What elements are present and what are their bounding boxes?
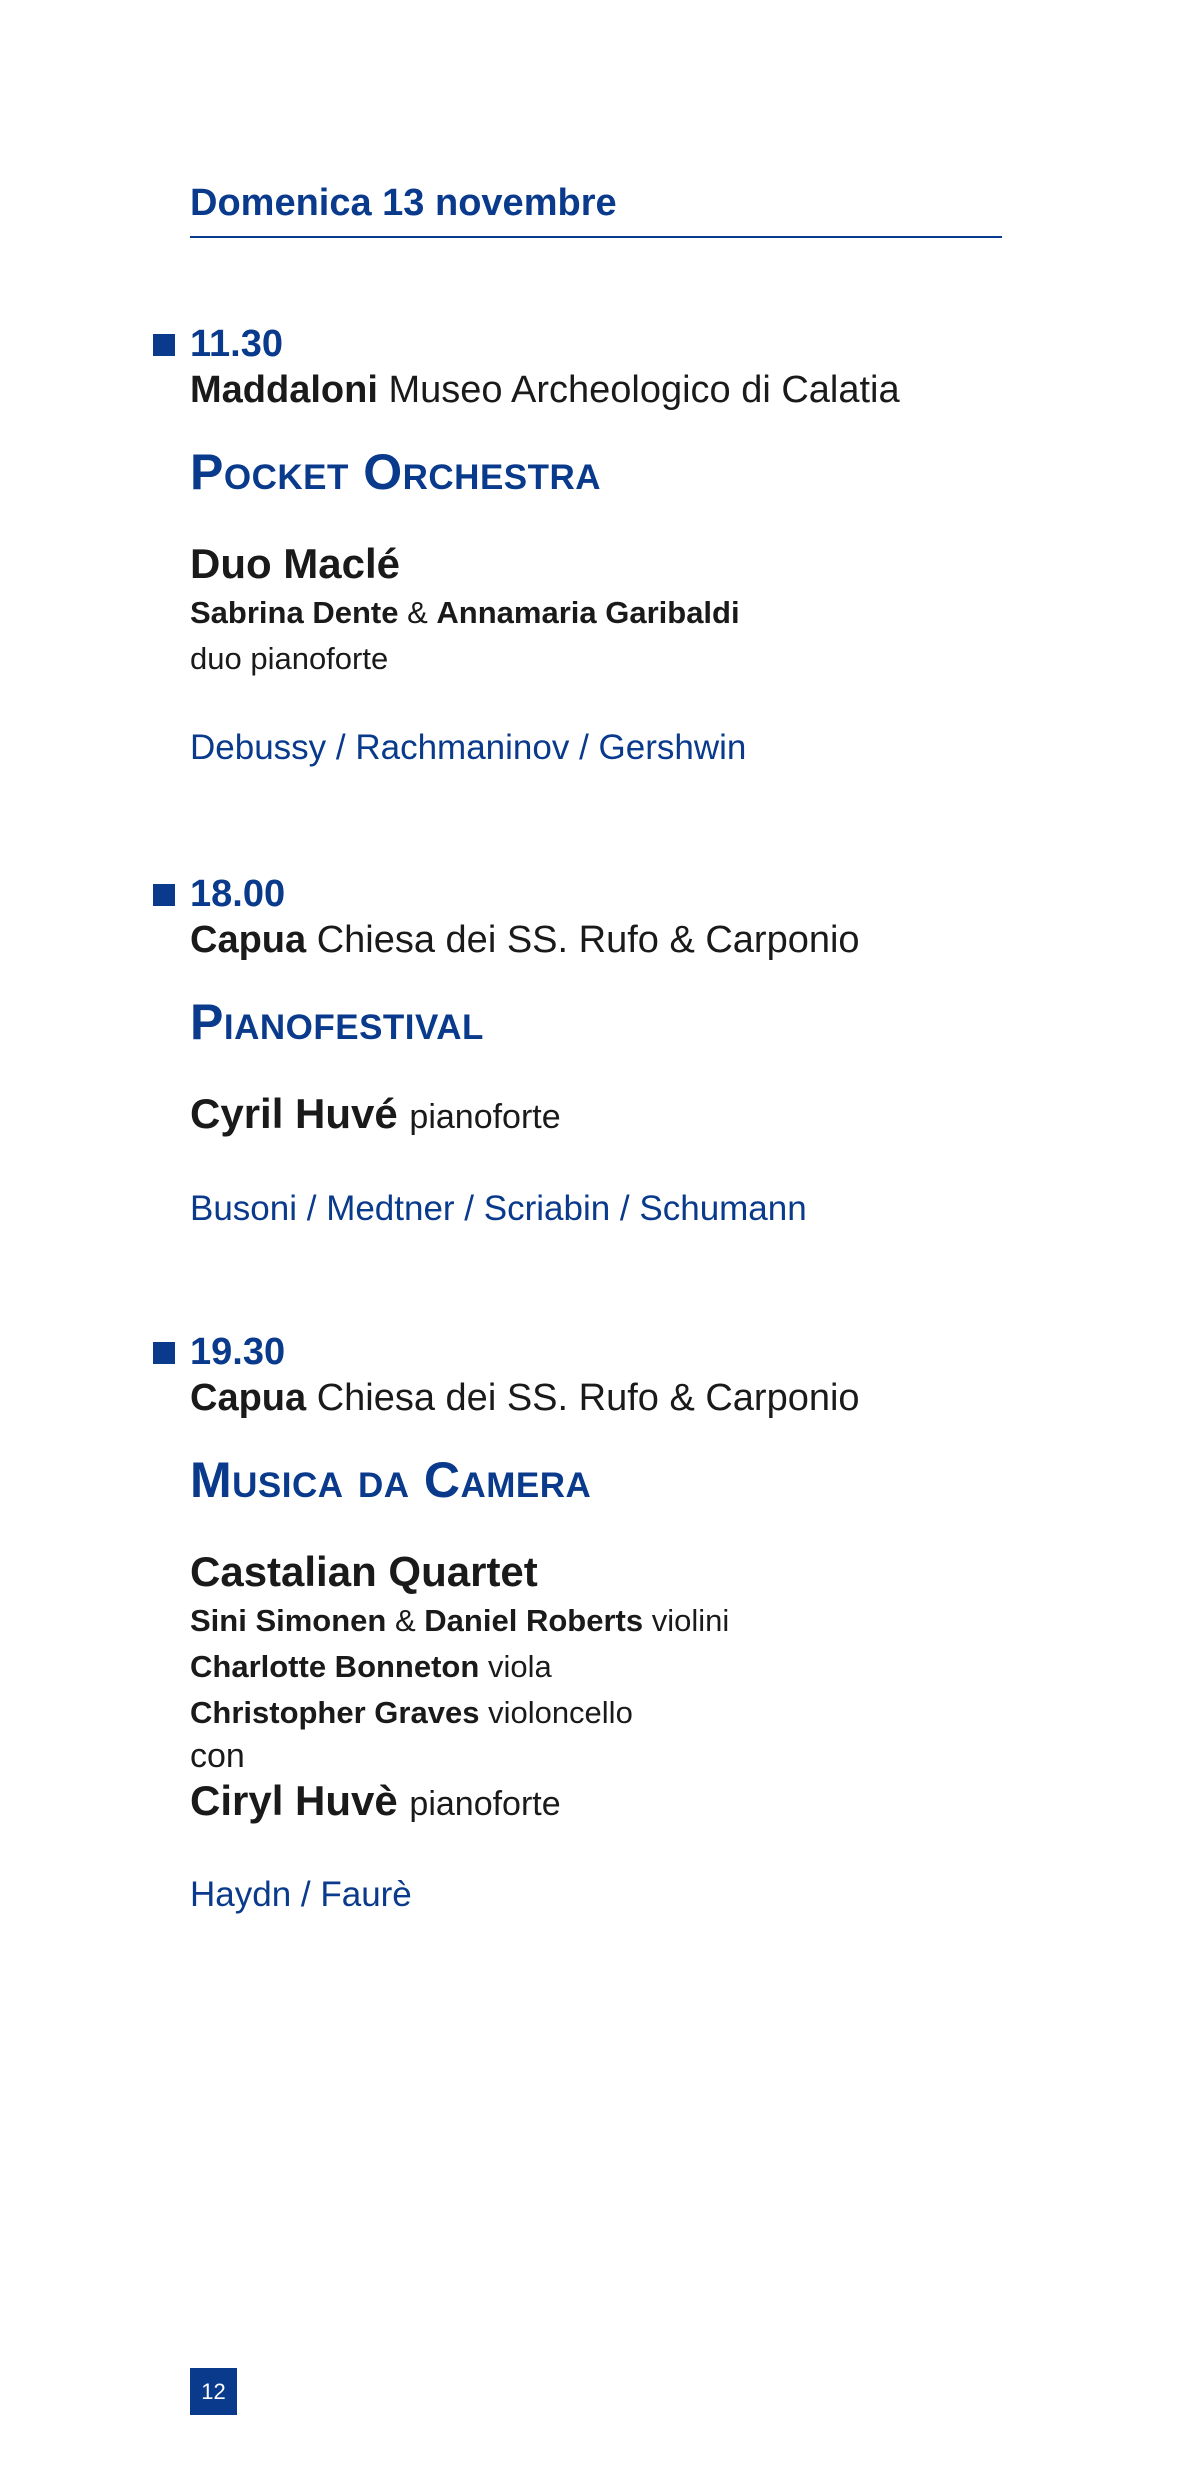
viola-line — [190, 1644, 1070, 1690]
day-header — [190, 180, 1002, 238]
ampersand: & — [407, 595, 428, 630]
violins-line — [190, 1598, 1070, 1644]
venue-name: Museo Archeologico di Calatia — [388, 369, 900, 411]
ensemble-name: Castalian Quartet — [190, 1548, 538, 1595]
performers-line — [190, 590, 1070, 636]
venue-city: Capua — [190, 919, 307, 961]
guest-name: Ciryl Huvè — [190, 1777, 398, 1824]
ensemble-name: Duo Maclé — [190, 540, 401, 587]
square-bullet-icon — [153, 1342, 175, 1364]
venue-name: Chiesa dei SS. Rufo & Carponio — [316, 1377, 860, 1419]
event-time: 11.30 — [190, 323, 283, 365]
performer-line — [190, 1088, 1070, 1143]
program-composers: Debussy / Rachmaninov / Gershwin — [190, 728, 747, 767]
performer-role: violoncello — [488, 1695, 633, 1730]
performer-name: Sini Simonen — [190, 1603, 387, 1638]
performer-name: Charlotte Bonneton — [190, 1649, 480, 1684]
performer-role: viola — [487, 1649, 552, 1684]
event-3 — [190, 1330, 1070, 1917]
event-venue — [190, 1374, 1070, 1422]
performer-instrument: pianoforte — [409, 1098, 561, 1136]
cello-line — [190, 1690, 1070, 1736]
performer-name: Sabrina Dente — [190, 595, 399, 630]
performer-name: Christopher Graves — [190, 1695, 480, 1730]
guest-instrument: pianoforte — [409, 1785, 561, 1823]
performer-role: violini — [651, 1603, 730, 1638]
venue-city: Maddaloni — [190, 369, 378, 411]
event-time: 19.30 — [190, 1331, 286, 1373]
series-title: Pocket Orchestra — [190, 444, 602, 500]
performer-name: Cyril Huvé — [190, 1090, 398, 1137]
performer-name: Daniel Roberts — [424, 1603, 644, 1638]
series-title: Pianofestival — [190, 994, 484, 1050]
event-venue — [190, 916, 1070, 964]
square-bullet-icon — [153, 334, 175, 356]
guest-line — [190, 1776, 1070, 1829]
day-title: Domenica 13 novembre — [190, 182, 617, 224]
series-title: Musica da Camera — [190, 1452, 592, 1508]
event-time: 18.00 — [190, 873, 286, 915]
performer-name: Annamaria Garibaldi — [436, 595, 740, 630]
venue-city: Capua — [190, 1377, 307, 1419]
program-composers: Haydn / Faurè — [190, 1875, 412, 1914]
page-number: 12 — [190, 2368, 237, 2415]
ampersand: & — [394, 1603, 416, 1638]
venue-name: Chiesa dei SS. Rufo & Carponio — [316, 919, 860, 961]
square-bullet-icon — [153, 884, 175, 906]
program-composers: Busoni / Medtner / Scriabin / Schumann — [190, 1189, 807, 1228]
performer-role: duo pianoforte — [190, 641, 389, 676]
event-venue — [190, 366, 1070, 414]
event-2 — [190, 872, 1070, 1231]
with-label: con — [190, 1737, 245, 1775]
event-1 — [190, 322, 1070, 770]
